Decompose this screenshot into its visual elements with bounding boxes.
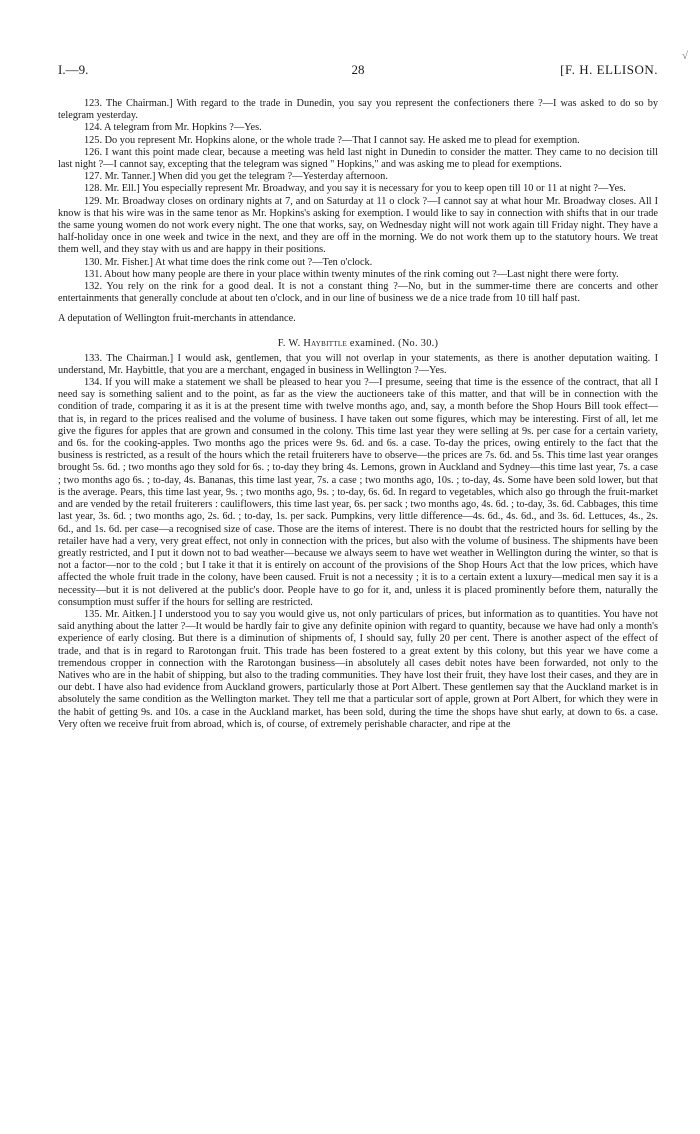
paragraph: 135. Mr. Aitken.] I understood you to say you would give us, not only particulars of prices, but information as to quantities. You have not said anything about the latter ?—It would be hardly fair to give any definite opinion with regard to quantity, because we have had only a month's experience of early closing. But there is a diminution of shipments of, I should say, fully 20 per cent. There is another aspect of the effect of trade, and that is in regard to Rarotongan fruit. This trade has been fostered to a great extent by this colony, but this year we have come a tremendous cropper in connection with the Rarotongan business—in absolutely all cases debit notes have been forwarded, not only to the Natives who are in the habit of shipping, but also to the trading communities. They have lost their fruit, they have lost their cases, and they are in our debt. I have also had evidence from Auckland growers, particularly those at Port Albert. These gentlemen say that the Auckland market is in absolutely the same condition as the Wellington market. They tell me that a particular sort of apple, grown at Port Albert, for which they were in the habit of getting 9s. and 10s. a case in the Auckland market, has been sold, during the time the shops have shut early, at down to 6s. a case. Very often we receive fruit from abroad, which is, of course, of extremely perishable character, and ripe at the	[58, 608, 658, 730]
heading-name: Haybittle	[303, 337, 348, 349]
page-number: 28	[351, 62, 365, 77]
heading-initials: F. W.	[277, 337, 301, 349]
paragraph: 124. A telegram from Mr. Hopkins ?—Yes.	[84, 122, 262, 134]
paragraph: 127. Mr. Tanner.] When did you get the telegram ?—Yesterday afternoon.	[84, 171, 388, 183]
heading-rest: examined. (No. 30.)	[349, 337, 439, 349]
page-body	[58, 98, 658, 731]
page-header	[58, 62, 658, 78]
paragraph: 128. Mr. Ell.] You especially represent Mr. Broadway, and you say it is necessary for you to keep open till 10 or 11 at night ?—Yes.	[84, 183, 626, 195]
section-heading	[58, 338, 658, 349]
paragraph: 133. The Chairman.] I would ask, gentlemen, that you will not overlap in your statements, as there is another deputation waiting. I understand, Mr. Haybittle, that you are a merchant, engaged in business in Wellington ?—Yes.	[58, 352, 658, 376]
paragraph: 130. Mr. Fisher.] At what time does the rink come out ?—Ten o'clock.	[84, 256, 373, 268]
testimony-part-2	[58, 353, 658, 731]
corner-mark: √	[681, 50, 688, 62]
paragraph: 131. About how many people are there in your place within twenty minutes of the rink coming out ?—Last night there were forty.	[84, 268, 619, 280]
paragraph: 123. The Chairman.] With regard to the trade in Dunedin, you say you represent the confectioners there ?—I was asked to do so by telegram yesterday.	[58, 98, 658, 122]
paragraph: 134. If you will make a statement we shall be pleased to hear you ?—I presume, seeing that time is the essence of the contract, that all I need say is something salient and to the point, as far as the view the auctioneers take of this matter, and that will be in connection with the condition of trade, comparing it as it is at the present time with twelve months ago, and, say, a month before the Shop Hours Bill took effect—that is, in regard to the prices realised and the volume of business. I have taken out some figures, which may be interesting. First of all, let me give the figures for apples that are grown and consumed in the colony. This time last year they were selling at 9s. per case for a certain variety, and 6s. for the cooking-apples. Two months ago the prices were 9s. 6d. and 6s. a case. To-day the prices, owing entirely to the fact that the business is restricted, as a result of the hours which the retail fruiterers have to observe—the prices are 7s. 6d. and 5s. This time last year oranges brought 5s. 6d. ; two months ago they sold for 6s. ; to-day they bring 4s. Lemons, grown in Auckland and Sydney—this time last year, 7s. a case ; two months ago 6s. ; to-day, 4s. Bananas, this time last year, 7s. a case ; two months ago, 10s. ; to-day, 4s. Some have been sold lower, but that is the average. Pears, this time last year, 9s. ; two months ago, 9s. ; to-day, 6s. 6d. In regard to vegetables, which also go through the fruit-market and are vended by the retail fruiterers : cauliflowers, this time last year, 6s. per sack ; two months ago, 4s. 6d. ; to-day, 3s. 6d. Cabbages, this time last year, 3s. 6d. ; two months ago, 2s. 6d. ; to-day, 1s. per sack. Pumpkins, very little difference—4s. 6d., 4s. 6d., and 3s. 6d. Lettuces, 4s., 2s. 6d., and 1s. 6d. per case—a recognised size of case. Those are the items of interest. There is no doubt that the restricted hours for selling by the retailer have had a very, very great effect, not only in connection with the prices, but also with the volume of business. The shipments have been greatly restricted, and I put it down not to bad weather—because we always seem to have wet weather in Wellington during the winter, so that is not a factor—nor to the cold ; but I take it that it is entirely on account of the provisions of the Shop Hours Act that the low prices, which have affected the whole fruit trade in the colony, have been caused. Fruit is not a necessity ; it is to a certain extent a luxury—medical men say it is a necessity—but it is not delivered at the public's door. People have to go for it, and, unless it is placed prominently before them, naturally the consumption must suffer if the hours for selling are restricted.	[58, 377, 658, 608]
header-left-ref: I.—9.	[58, 62, 89, 77]
header-witness-name: [F. H. ELLISON.	[560, 62, 658, 77]
paragraph: 126. I want this point made clear, because a meeting was held last night in Dunedin to consider the matter. They came to no decision till last night ?—I cannot say, excepting that the telegram was signed " Hopkins," and was asking me to plead for exemptions.	[58, 146, 658, 171]
paragraph: 125. Do you represent Mr. Hopkins alone, or the whole trade ?—That I cannot say. He asked me to plead for exemption.	[84, 134, 580, 146]
paragraph: 132. You rely on the rink for a good deal. It is not a constant thing ?—No, but in the summer-time there are concerts and other entertainments that generally conclude at about ten o'clock, and in our line of business we de a nice trade from 10 till half past.	[58, 281, 658, 305]
testimony-part-1	[58, 98, 658, 305]
paragraph: 129. Mr. Broadway closes on ordinary nights at 7, and on Saturday at 11 o clock ?—I cannot say at what hour Mr. Broadway closes. All I know is that his wire was in the same tenor as Mr. Hopkins's asking for exemption. I would like to say in connection with shifts that in our trade the same young women do not work every night. The one that works, say, on Wednesday night will not work again till Friday night. They have a half-holiday once in one week and twice in the next, and they are off in the morning. We do not work them up to the statutory hours. We treat them well, and they stay with us and are happy in their positions.	[58, 195, 658, 256]
deputation-note: A deputation of Wellington fruit-merchants in attendance.	[58, 313, 296, 325]
